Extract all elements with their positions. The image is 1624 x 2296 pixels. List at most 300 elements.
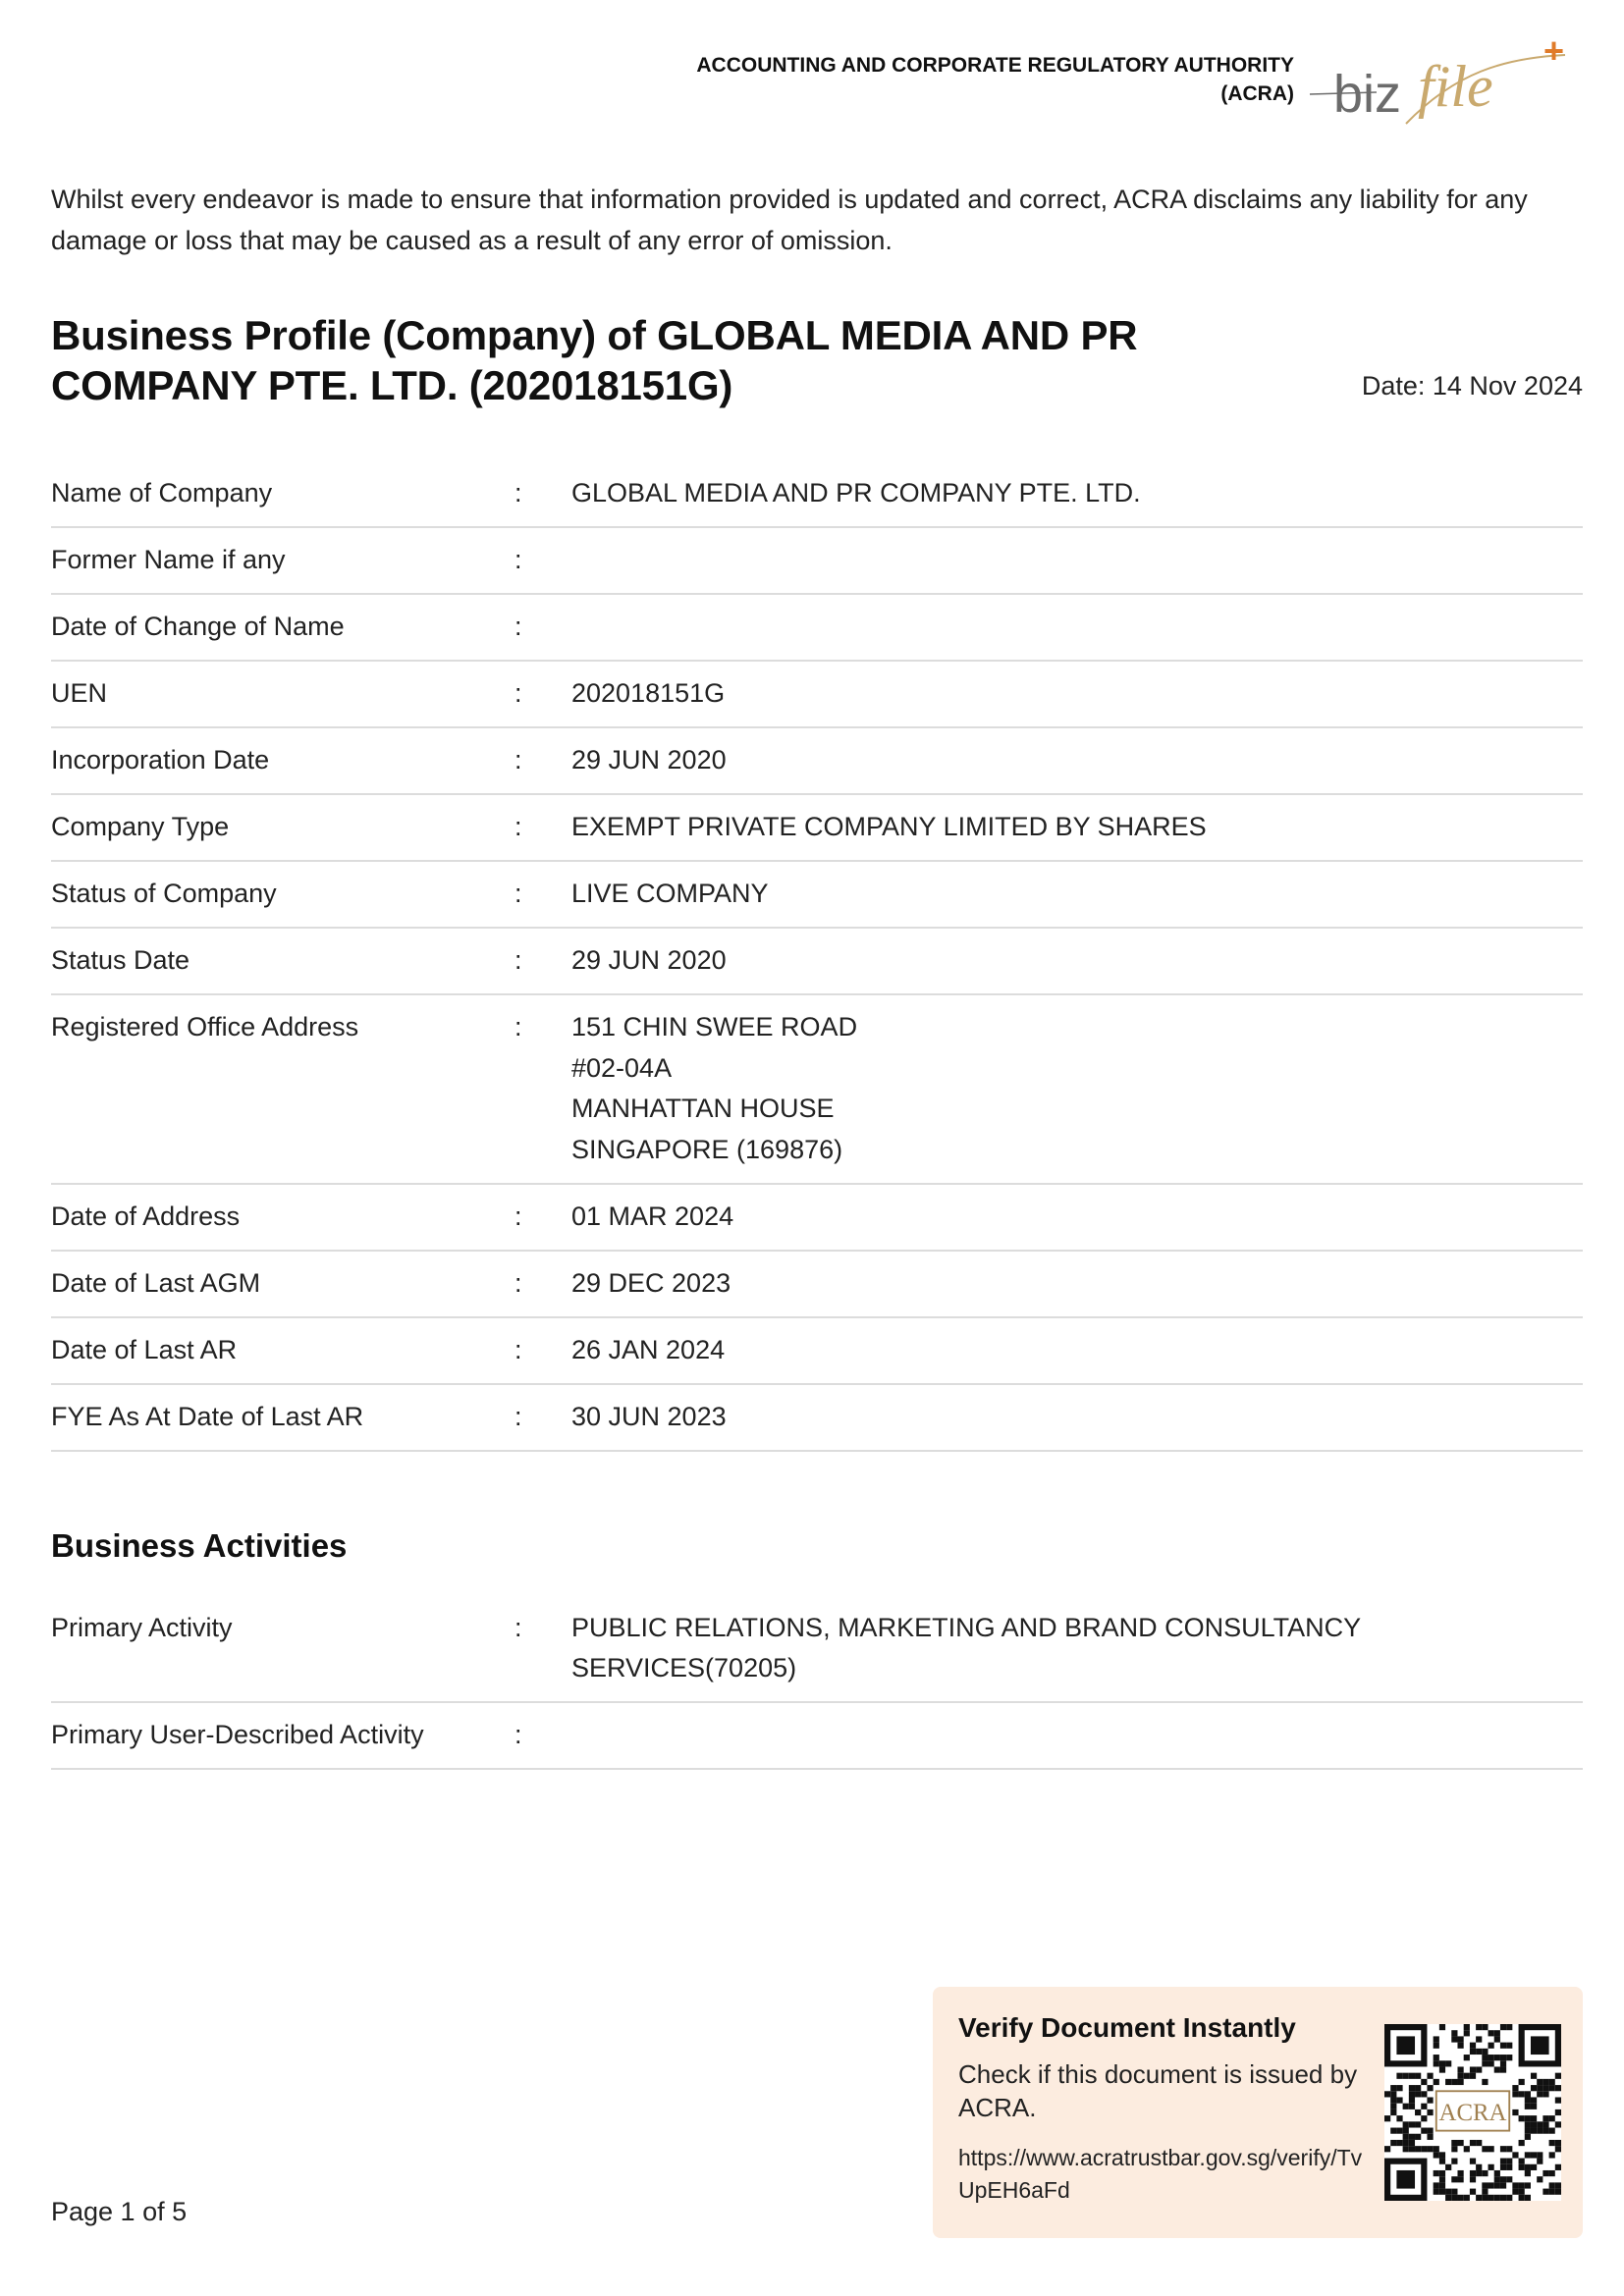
field-label: Date of Last AGM <box>51 1268 261 1298</box>
qr-module <box>1500 2182 1506 2188</box>
qr-module <box>1434 2182 1439 2188</box>
qr-module <box>1489 2195 1494 2201</box>
qr-module <box>1531 2152 1537 2158</box>
qr-module <box>1409 2091 1415 2097</box>
address-line: MANHATTAN HOUSE <box>571 1094 835 1123</box>
qr-module <box>1427 2097 1433 2103</box>
qr-module <box>1519 2164 1525 2170</box>
qr-module <box>1500 2024 1506 2030</box>
qr-module <box>1555 2189 1561 2195</box>
qr-module <box>1500 2043 1506 2049</box>
qr-module <box>1403 2134 1409 2140</box>
qr-module <box>1415 2146 1421 2152</box>
qr-module <box>1482 2060 1488 2066</box>
qr-module <box>1549 2115 1555 2121</box>
qr-module <box>1390 2109 1396 2115</box>
qr-module <box>1489 2043 1494 2049</box>
qr-module <box>1470 2140 1476 2146</box>
qr-module <box>1451 2079 1457 2085</box>
qr-module <box>1494 2066 1500 2072</box>
qr-module <box>1482 2049 1488 2055</box>
qr-module <box>1537 2176 1543 2182</box>
qr-module <box>1457 2073 1463 2079</box>
qr-module <box>1519 2140 1525 2146</box>
qr-module <box>1531 2121 1537 2127</box>
address-line: SINGAPORE (169876) <box>571 1134 843 1164</box>
verify-description: Check if this document is issued by ACRA. <box>958 2059 1358 2122</box>
qr-module <box>1434 2060 1439 2066</box>
qr-module <box>1396 2128 1402 2134</box>
qr-module <box>1549 2152 1555 2158</box>
qr-module <box>1457 2043 1463 2049</box>
qr-module <box>1451 2140 1457 2146</box>
qr-module <box>1555 2140 1561 2146</box>
qr-module <box>1549 2085 1555 2091</box>
qr-module <box>1457 2140 1463 2146</box>
qr-module <box>1555 2073 1561 2079</box>
qr-module <box>1464 2146 1470 2152</box>
qr-module <box>1489 2164 1494 2170</box>
qr-module <box>1482 2024 1488 2030</box>
field-value: EXEMPT PRIVATE COMPANY LIMITED BY SHARES <box>571 812 1207 841</box>
qr-module <box>1421 2115 1427 2121</box>
qr-module <box>1494 2036 1500 2042</box>
qr-module <box>1409 2104 1415 2109</box>
qr-module <box>1403 2146 1409 2152</box>
qr-module <box>1543 2121 1548 2127</box>
qr-module <box>1470 2049 1476 2055</box>
qr-module <box>1549 2128 1555 2134</box>
qr-module <box>1525 2134 1531 2140</box>
field-value <box>571 1715 1583 1755</box>
qr-module <box>1470 2170 1476 2176</box>
address-value <box>571 1007 1583 1170</box>
qr-module <box>1476 2164 1482 2170</box>
qr-module <box>1421 2146 1427 2152</box>
qr-module <box>1439 2170 1445 2176</box>
qr-module <box>1384 2091 1390 2097</box>
field-value: 202018151G <box>571 678 726 708</box>
logo-file-text: file <box>1418 54 1493 119</box>
verify-card <box>933 1987 1583 2238</box>
qr-module <box>1470 2043 1476 2049</box>
qr-module <box>1415 2121 1421 2127</box>
field-value: 29 DEC 2023 <box>571 1268 731 1298</box>
qr-module <box>1525 2104 1531 2109</box>
qr-module <box>1409 2121 1415 2127</box>
qr-module <box>1506 2024 1512 2030</box>
qr-module <box>1512 2152 1518 2158</box>
qr-module <box>1445 2195 1451 2201</box>
qr-module <box>1451 2146 1457 2152</box>
qr-module <box>1525 2091 1531 2097</box>
qr-acra-label: ACRA <box>1438 2100 1507 2127</box>
qr-module <box>1384 2146 1390 2152</box>
qr-module <box>1500 2055 1506 2060</box>
qr-module <box>1445 2060 1451 2066</box>
qr-module <box>1494 2182 1500 2188</box>
qr-module <box>1537 2091 1543 2097</box>
qr-module <box>1476 2140 1482 2146</box>
row-company-name <box>51 461 1583 528</box>
qr-module <box>1464 2073 1470 2079</box>
qr-module <box>1439 2024 1445 2030</box>
qr-module <box>1427 2109 1433 2115</box>
qr-module <box>1537 2085 1543 2091</box>
qr-module <box>1451 2189 1457 2195</box>
field-label: Primary Activity <box>51 1613 233 1642</box>
qr-module <box>1531 2085 1537 2091</box>
qr-module <box>1409 2134 1415 2140</box>
qr-module <box>1506 2176 1512 2182</box>
page-number: Page 1 of 5 <box>51 2197 188 2226</box>
field-label: Incorporation Date <box>51 745 270 774</box>
row-uen <box>51 662 1583 728</box>
row-last-ar <box>51 1318 1583 1385</box>
qr-module <box>1390 2128 1396 2134</box>
qr-module <box>1525 2182 1531 2188</box>
field-separator: : <box>514 678 522 708</box>
field-label: Date of Last AR <box>51 1335 238 1364</box>
qr-module <box>1543 2091 1548 2097</box>
qr-module <box>1519 2091 1525 2097</box>
disclaimer: Whilst every endeavor is made to ensure that information provided is updated and correct, ACRA disclaims any liability for any damage or loss that may be caused as a result of any error of omission. <box>51 185 1528 255</box>
qr-module <box>1494 2176 1500 2182</box>
qr-module <box>1464 2195 1470 2201</box>
row-former-name <box>51 528 1583 595</box>
qr-module <box>1434 2146 1439 2152</box>
qr-module <box>1531 2164 1537 2170</box>
qr-module <box>1519 2079 1525 2085</box>
row-user-described-activity <box>51 1703 1583 1770</box>
header <box>696 33 1573 135</box>
qr-module <box>1506 2159 1512 2164</box>
qr-module <box>1451 2159 1457 2164</box>
qr-module <box>1457 2079 1463 2085</box>
qr-module <box>1543 2128 1548 2134</box>
qr-module <box>1489 2182 1494 2188</box>
qr-module <box>1525 2152 1531 2158</box>
title-line-1: Business Profile (Company) of GLOBAL MEDIA AND PR <box>51 312 1138 358</box>
qr-module <box>1476 2170 1482 2176</box>
title-line-2: COMPANY PTE. LTD. (202018151G) <box>51 362 733 408</box>
qr-module <box>1500 2164 1506 2170</box>
field-value <box>571 540 1583 580</box>
qr-module <box>1439 2176 1445 2182</box>
qr-module <box>1482 2195 1488 2201</box>
qr-module <box>1439 2060 1445 2066</box>
business-activities-table <box>51 1596 1583 1770</box>
qr-module <box>1476 2195 1482 2201</box>
qr-module <box>1409 2097 1415 2103</box>
qr-module <box>1506 2164 1512 2170</box>
row-fye <box>51 1385 1583 1452</box>
field-separator: : <box>514 1012 522 1041</box>
qr-module <box>1555 2085 1561 2091</box>
qr-module <box>1555 2182 1561 2188</box>
qr-module <box>1525 2121 1531 2127</box>
row-incorporation-date <box>51 728 1583 795</box>
field-value: 01 MAR 2024 <box>571 1201 734 1231</box>
field-label: Name of Company <box>51 478 273 507</box>
qr-module <box>1434 2079 1439 2085</box>
qr-module <box>1439 2189 1445 2195</box>
qr-module <box>1434 2036 1439 2042</box>
qr-module <box>1445 2189 1451 2195</box>
field-value: LIVE COMPANY <box>571 879 769 908</box>
qr-module <box>1427 2134 1433 2140</box>
authority-line-1: ACCOUNTING AND CORPORATE REGULATORY AUTHORITY <box>696 54 1294 77</box>
qr-module <box>1500 2060 1506 2066</box>
qr-module <box>1500 2146 1506 2152</box>
qr-module <box>1531 2128 1537 2134</box>
qr-module <box>1555 2109 1561 2115</box>
qr-module <box>1403 2073 1409 2079</box>
qr-module <box>1506 2043 1512 2049</box>
qr-module <box>1390 2085 1396 2091</box>
qr-module <box>1396 2085 1402 2091</box>
qr-module <box>1525 2170 1531 2176</box>
qr-module <box>1390 2140 1396 2146</box>
qr-module <box>1451 2176 1457 2182</box>
field-label: Date of Change of Name <box>51 612 345 641</box>
qr-module <box>1512 2091 1518 2097</box>
qr-module <box>1470 2176 1476 2182</box>
qr-module <box>1519 2115 1525 2121</box>
qr-module <box>1434 2170 1439 2176</box>
qr-module <box>1464 2024 1470 2030</box>
qr-module <box>1531 2073 1537 2079</box>
qr-module <box>1439 2152 1445 2158</box>
qr-module <box>1476 2066 1482 2072</box>
qr-module <box>1396 2097 1402 2103</box>
qr-module <box>1415 2073 1421 2079</box>
qr-module <box>1421 2091 1427 2097</box>
qr-module <box>1489 2146 1494 2152</box>
qr-module <box>1543 2115 1548 2121</box>
qr-module <box>1396 2140 1402 2146</box>
document-date: Date: 14 Nov 2024 <box>1361 371 1583 400</box>
qr-module <box>1500 2066 1506 2072</box>
qr-module <box>1512 2109 1518 2115</box>
qr-module <box>1439 2159 1445 2164</box>
verify-title: Verify Document Instantly <box>958 2012 1296 2043</box>
field-separator: : <box>514 612 522 641</box>
qr-module <box>1470 2159 1476 2164</box>
qr-module <box>1512 2189 1518 2195</box>
qr-module <box>1445 2079 1451 2085</box>
field-label: Registered Office Address <box>51 1012 359 1041</box>
business-activities-heading: Business Activities <box>51 1527 348 1564</box>
qr-module <box>1519 2189 1525 2195</box>
qr-module <box>1409 2073 1415 2079</box>
field-value <box>571 607 1583 647</box>
qr-module <box>1506 2146 1512 2152</box>
row-status-date <box>51 929 1583 995</box>
logo-biz-text: biz <box>1333 65 1402 124</box>
bizfile-logo <box>1308 33 1573 132</box>
qr-module <box>1489 2030 1494 2036</box>
qr-module <box>1439 2066 1445 2072</box>
field-separator: : <box>514 945 522 975</box>
qr-module <box>1549 2079 1555 2085</box>
qr-module <box>1390 2091 1396 2097</box>
field-value: PUBLIC RELATIONS, MARKETING AND BRAND CONSULTANCY SERVICES(70205) <box>571 1613 1361 1682</box>
qr-module <box>1519 2159 1525 2164</box>
qr-module <box>1457 2036 1463 2042</box>
qr-module <box>1415 2134 1421 2140</box>
qr-module <box>1525 2128 1531 2134</box>
field-value: 26 JAN 2024 <box>571 1335 726 1364</box>
field-separator: : <box>514 1613 522 1642</box>
qr-module <box>1457 2066 1463 2072</box>
field-value: 29 JUN 2020 <box>571 745 727 774</box>
qr-module <box>1555 2121 1561 2127</box>
qr-module <box>1421 2128 1427 2134</box>
qr-module <box>1421 2104 1427 2109</box>
qr-module <box>1543 2189 1548 2195</box>
qr-module <box>1384 2115 1390 2121</box>
field-separator: : <box>514 545 522 574</box>
qr-module <box>1434 2152 1439 2158</box>
qr-module <box>1525 2164 1531 2170</box>
qr-module <box>1537 2159 1543 2164</box>
verify-url-link[interactable]: https://www.acratrustbar.gov.sg/verify/TvUpEH6aFd <box>958 2145 1363 2203</box>
qr-module <box>1555 2097 1561 2103</box>
field-separator: : <box>514 1402 522 1431</box>
qr-module <box>1506 2195 1512 2201</box>
qr-module <box>1482 2055 1488 2060</box>
qr-module <box>1434 2043 1439 2049</box>
field-label: Primary User-Described Activity <box>51 1720 424 1749</box>
qr-module <box>1519 2195 1525 2201</box>
qr-module <box>1525 2115 1531 2121</box>
address-line: #02-04A <box>571 1052 673 1083</box>
qr-module <box>1403 2104 1409 2109</box>
qr-module <box>1470 2073 1476 2079</box>
qr-module <box>1512 2182 1518 2188</box>
field-separator: : <box>514 812 522 841</box>
qr-module <box>1434 2189 1439 2195</box>
qr-module <box>1403 2121 1409 2127</box>
field-value: GLOBAL MEDIA AND PR COMPANY PTE. LTD. <box>571 478 1141 507</box>
qr-module <box>1500 2159 1506 2164</box>
qr-module <box>1549 2182 1555 2188</box>
field-value: 30 JUN 2023 <box>571 1402 727 1431</box>
page-title <box>51 310 1308 410</box>
qr-module <box>1464 2030 1470 2036</box>
row-date-of-address <box>51 1185 1583 1252</box>
qr-module <box>1543 2085 1548 2091</box>
qr-module <box>1409 2085 1415 2091</box>
qr-module <box>1537 2121 1543 2127</box>
qr-module <box>1403 2128 1409 2134</box>
field-label: FYE As At Date of Last AR <box>51 1402 364 1431</box>
qr-module <box>1537 2079 1543 2085</box>
qr-module <box>1415 2091 1421 2097</box>
field-label: Former Name if any <box>51 545 286 574</box>
qr-module <box>1396 2073 1402 2079</box>
qr-module <box>1555 2164 1561 2170</box>
qr-module <box>1494 2170 1500 2176</box>
qr-module <box>1445 2164 1451 2170</box>
row-primary-activity <box>51 1596 1583 1703</box>
field-label: Status Date <box>51 945 190 975</box>
qr-module <box>1464 2055 1470 2060</box>
address-line: 151 CHIN SWEE ROAD <box>571 1012 858 1041</box>
qr-module <box>1390 2097 1396 2103</box>
qr-module <box>1494 2055 1500 2060</box>
qr-module <box>1396 2115 1402 2121</box>
qr-module <box>1457 2170 1463 2176</box>
qr-code[interactable] <box>1384 2024 1561 2201</box>
qr-module <box>1476 2049 1482 2055</box>
qr-module <box>1439 2182 1445 2188</box>
qr-module <box>1549 2170 1555 2176</box>
qr-module <box>1543 2079 1548 2085</box>
field-separator: : <box>514 1201 522 1231</box>
field-separator: : <box>514 745 522 774</box>
qr-module <box>1476 2036 1482 2042</box>
qr-module <box>1457 2176 1463 2182</box>
qr-module <box>1500 2176 1506 2182</box>
row-company-type <box>51 795 1583 862</box>
qr-module <box>1427 2085 1433 2091</box>
qr-module <box>1482 2182 1488 2188</box>
qr-module <box>1531 2115 1537 2121</box>
qr-module <box>1470 2066 1476 2072</box>
row-status <box>51 862 1583 929</box>
qr-module <box>1457 2195 1463 2201</box>
qr-module <box>1489 2060 1494 2066</box>
field-label: Status of Company <box>51 879 277 908</box>
qr-module <box>1427 2146 1433 2152</box>
authority-name <box>696 51 1294 108</box>
field-label: Date of Address <box>51 1201 241 1231</box>
company-details-table <box>51 461 1583 1452</box>
row-last-agm <box>51 1252 1583 1318</box>
row-date-change-name <box>51 595 1583 662</box>
authority-line-2: (ACRA) <box>1220 82 1294 105</box>
field-value: 29 JUN 2020 <box>571 945 727 975</box>
qr-module <box>1525 2097 1531 2103</box>
qr-module <box>1543 2170 1548 2176</box>
field-separator: : <box>514 478 522 507</box>
qr-module <box>1494 2030 1500 2036</box>
qr-module <box>1531 2104 1537 2109</box>
qr-module <box>1506 2055 1512 2060</box>
qr-module <box>1409 2140 1415 2146</box>
qr-module <box>1415 2085 1421 2091</box>
qr-module <box>1482 2170 1488 2176</box>
qr-module <box>1512 2085 1518 2091</box>
qr-module <box>1427 2128 1433 2134</box>
field-separator: : <box>514 1720 522 1749</box>
logo-plus-icon: + <box>1543 33 1565 71</box>
qr-module <box>1427 2073 1433 2079</box>
qr-module <box>1403 2140 1409 2146</box>
field-separator: : <box>514 879 522 908</box>
qr-module <box>1549 2140 1555 2146</box>
qr-module <box>1415 2109 1421 2115</box>
qr-module <box>1549 2189 1555 2195</box>
qr-module <box>1482 2079 1488 2085</box>
field-label: UEN <box>51 678 108 708</box>
row-registered-address <box>51 995 1583 1185</box>
qr-module <box>1494 2195 1500 2201</box>
field-label: Company Type <box>51 812 230 841</box>
qr-module <box>1500 2195 1506 2201</box>
